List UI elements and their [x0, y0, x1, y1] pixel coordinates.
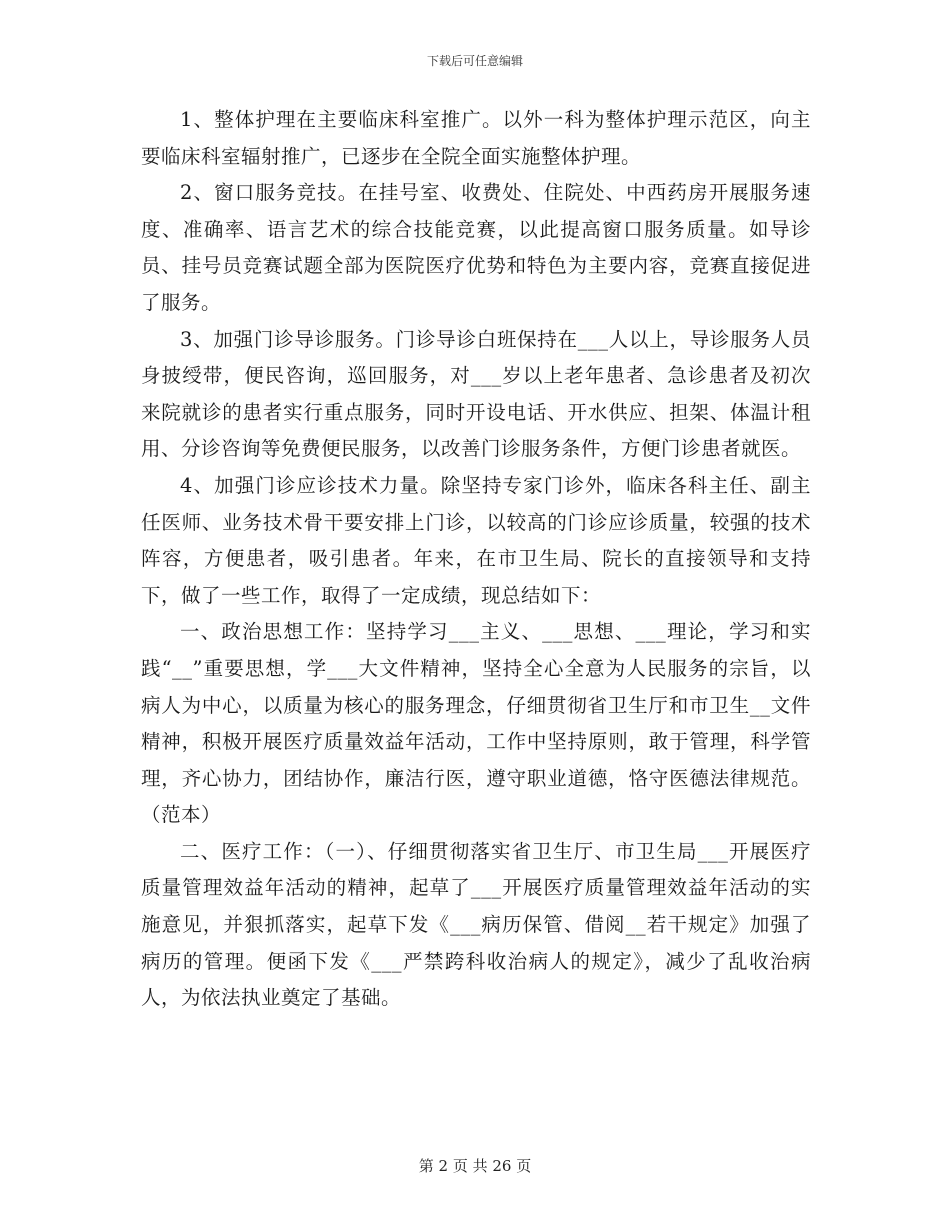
- page-header: 下载后可任意编辑: [426, 54, 523, 68]
- paragraph-5: 一、政治思想工作：坚持学习___主义、___思想、___理论，学习和实践“__”重要思想，学___大文件精神，坚持全心全意为人民服务的宗旨，以病人为中心，以质量为核心的服务理念，仔细贯彻省卫生厅和市卫生__文件精神，积极开展医疗质量效益年活动，工作中坚持原则，敢于管理，科学管理，齐心协力，团结协作，廉洁行医，遵守职业道德，恪守医德法律规范。（范本）: [141, 620, 811, 827]
- document-body: [141, 102, 811, 1017]
- paragraph-3: 3、加强门诊导诊服务。门诊导诊白班保持在___人以上，导诊服务人员身披绶带，便民咨询，巡回服务，对___岁以上老年患者、急诊患者及初次来院就诊的患者实行重点服务，同时开设电话、开水供应、担架、体温计租用、分诊咨询等免费便民服务，以改善门诊服务条件，方便门诊患者就医。: [141, 327, 811, 461]
- paragraph-4: 4、加强门诊应诊技术力量。除坚持专家门诊外，临床各科主任、副主任医师、业务技术骨干要安排上门诊，以较高的门诊应诊质量，较强的技术阵容，方便患者，吸引患者。年来，在市卫生局、院长的直接领导和支持下，做了一些工作，取得了一定成绩，现总结如下：: [141, 473, 811, 607]
- paragraph-6: 二、医疗工作：（一）、仔细贯彻落实省卫生厅、市卫生局___开展医疗质量管理效益年活动的精神，起草了___开展医疗质量管理效益年活动的实施意见，并狠抓落实，起草下发《___病历保管、借阅__若干规定》加强了病历的管理。便函下发《___严禁跨科收治病人的规定》，减少了乱收治病人，为依法执业奠定了基础。: [141, 839, 811, 1010]
- page-number-footer: 第 2 页 共 26 页: [418, 1157, 532, 1175]
- paragraph-1: 1、整体护理在主要临床科室推广。以外一科为整体护理示范区，向主要临床科室辐射推广，已逐步在全院全面实施整体护理。: [141, 108, 811, 168]
- paragraph-2: 2、窗口服务竞技。在挂号室、收费处、住院处、中西药房开展服务速度、准确率、语言艺术的综合技能竞赛，以此提高窗口服务质量。如导诊员、挂号员竞赛试题全部为医院医疗优势和特色为主要内容，竞赛直接促进了服务。: [141, 181, 811, 314]
